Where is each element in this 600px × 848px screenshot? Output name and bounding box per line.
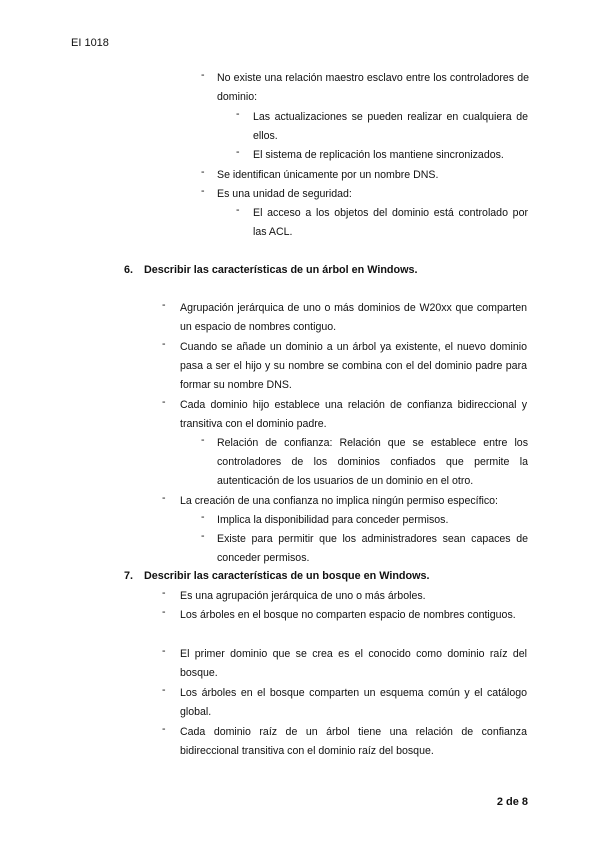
bullet-dash: - xyxy=(201,511,205,523)
page-header: EI 1018 xyxy=(71,37,109,49)
list-item-text: Cuando se añade un dominio a un árbol ya existente, el nuevo dominio pasa a ser el hijo y su nombre se combina con el del dominio padre para formar su nombre DNS. xyxy=(180,341,527,392)
bullet-dash: - xyxy=(162,684,166,696)
list-item-text: Los árboles en el bosque no comparten espacio de nombres contiguos. xyxy=(180,609,516,621)
list-item-text: El sistema de replicación los mantiene sincronizados. xyxy=(253,149,504,161)
bullet-dash: - xyxy=(162,645,166,657)
list-item-text: Implica la disponibilidad para conceder permisos. xyxy=(217,514,449,526)
bullet-dash: - xyxy=(236,108,240,120)
list-item-text: El acceso a los objetos del dominio está controlado por las ACL. xyxy=(253,207,528,239)
section-number: 6. xyxy=(124,264,134,276)
list-item-text: Es una agrupación jerárquica de uno o más árboles. xyxy=(180,590,426,602)
list-item-text: No existe una relación maestro esclavo entre los controladores de dominio: xyxy=(217,72,529,104)
bullet-dash: - xyxy=(162,396,166,408)
bullet-dash: - xyxy=(201,69,205,81)
bullet-dash: - xyxy=(201,530,205,542)
bullet-dash: - xyxy=(162,723,166,735)
bullet-dash: - xyxy=(162,492,166,504)
page-number: 2 de 8 xyxy=(496,796,528,808)
list-item-text: Los árboles en el bosque comparten un esquema común y el catálogo global. xyxy=(180,687,527,719)
section-heading xyxy=(124,264,418,276)
bullet-dash: - xyxy=(236,204,240,216)
list-item-text: Las actualizaciones se pueden realizar en cualquiera de ellos. xyxy=(253,111,528,143)
bullet-dash: - xyxy=(162,587,166,599)
list-item-text: El primer dominio que se crea es el conocido como dominio raíz del bosque. xyxy=(180,648,527,680)
bullet-dash: - xyxy=(201,434,205,446)
section-title: Describir las características de un bosque en Windows. xyxy=(144,570,430,582)
list-item-text: Es una unidad de seguridad: xyxy=(217,188,352,200)
list-item-text: Relación de confianza: Relación que se establece entre los controladores de los dominios confiados que permite la autenticación de los usuarios de un dominio en el otro. xyxy=(217,437,528,488)
section-number: 7. xyxy=(124,570,134,582)
bullet-dash: - xyxy=(201,185,205,197)
list-item-text: Se identifican únicamente por un nombre DNS. xyxy=(217,169,439,181)
bullet-dash: - xyxy=(162,299,166,311)
list-item-text: Cada dominio hijo establece una relación de confianza bidireccional y transitiva con el dominio padre. xyxy=(180,399,527,431)
section-heading xyxy=(124,570,430,582)
list-item-text: Agrupación jerárquica de uno o más dominios de W20xx que comparten un espacio de nombres contiguo. xyxy=(180,302,527,334)
list-item-text: Existe para permitir que los administradores sean capaces de conceder permisos. xyxy=(217,533,528,565)
bullet-dash: - xyxy=(162,606,166,618)
list-item-text: La creación de una confianza no implica ningún permiso específico: xyxy=(180,495,499,507)
bullet-dash: - xyxy=(162,338,166,350)
bullet-dash: - xyxy=(201,166,205,178)
section-title: Describir las características de un árbol en Windows. xyxy=(144,264,418,276)
bullet-dash: - xyxy=(236,146,240,158)
list-item-text: Cada dominio raíz de un árbol tiene una relación de confianza bidireccional transitiva con el dominio raíz del bosque. xyxy=(180,726,527,758)
